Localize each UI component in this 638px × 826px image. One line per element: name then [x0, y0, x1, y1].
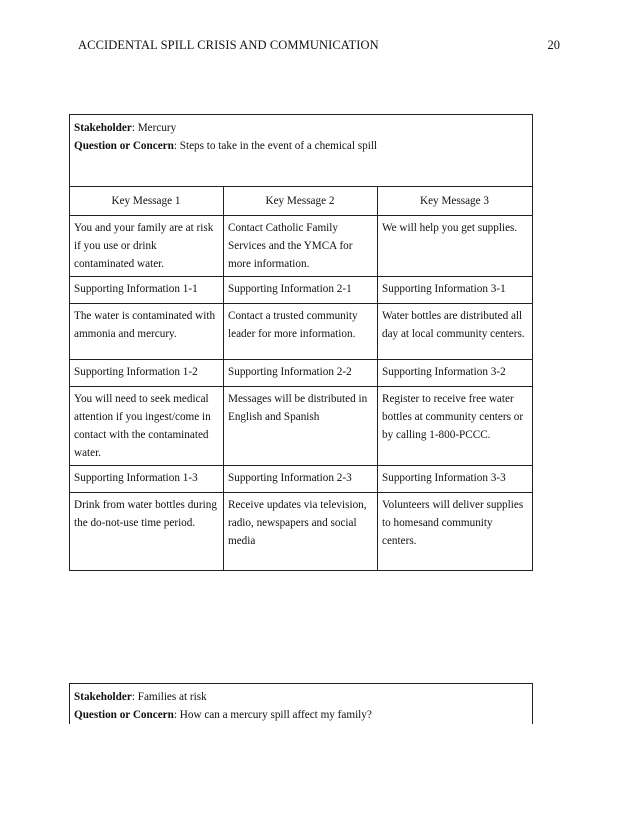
supporting-info-2-3-text: Receive updates via television, radio, newspapers and social media [224, 493, 378, 571]
question-label: Question or Concern [74, 140, 174, 152]
supporting-info-1-3-label: Supporting Information 1-3 [70, 466, 224, 493]
key-message-3-heading: Key Message 3 [378, 187, 533, 216]
running-head: ACCIDENTAL SPILL CRISIS AND COMMUNICATION [78, 38, 379, 52]
key-message-3-text: We will help you get supplies. [378, 216, 533, 277]
table-header-cell [70, 115, 533, 187]
question-line [74, 137, 527, 155]
supporting-info-3-1-label: Supporting Information 3-1 [378, 277, 533, 304]
question-value: : How can a mercury spill affect my family? [173, 709, 372, 721]
question-label: Question or Concern [74, 709, 174, 721]
supporting-info-2-2-label: Supporting Information 2-2 [224, 360, 378, 387]
key-message-1-heading: Key Message 1 [70, 187, 224, 216]
supporting-info-2-3-label: Supporting Information 2-3 [224, 466, 378, 493]
question-value: : Steps to take in the event of a chemical spill [173, 140, 378, 152]
page-number: 20 [547, 38, 560, 52]
stakeholder-line [74, 119, 527, 137]
message-map-table-families [69, 683, 533, 724]
supporting-info-3-1-text: Water bottles are distributed all day at local community centers. [378, 304, 533, 360]
supporting-info-2-1-label: Supporting Information 2-1 [224, 277, 378, 304]
supporting-info-2-2-text: Messages will be distributed in English and Spanish [224, 387, 378, 466]
stakeholder-value: : Families at risk [131, 691, 207, 703]
key-message-1-text: You and your family are at risk if you use or drink contaminated water. [70, 216, 224, 277]
supporting-info-3-3-label: Supporting Information 3-3 [378, 466, 533, 493]
supporting-info-1-2-text: You will need to seek medical attention if you ingest/come in contact with the contaminated water. [70, 387, 224, 466]
message-map-table-mercury [69, 114, 533, 571]
supporting-info-3-2-text: Register to receive free water bottles at community centers or by calling 1-800-PCCC. [378, 387, 533, 466]
supporting-info-1-1-text: The water is contaminated with ammonia and mercury. [70, 304, 224, 360]
stakeholder-label: Stakeholder [74, 122, 132, 134]
supporting-info-1-2-label: Supporting Information 1-2 [70, 360, 224, 387]
supporting-info-3-2-label: Supporting Information 3-2 [378, 360, 533, 387]
supporting-info-2-1-text: Contact a trusted community leader for more information. [224, 304, 378, 360]
stakeholder-line [74, 688, 527, 706]
supporting-info-3-3-text: Volunteers will deliver supplies to homesand community centers. [378, 493, 533, 571]
stakeholder-label: Stakeholder [74, 691, 132, 703]
key-message-2-heading: Key Message 2 [224, 187, 378, 216]
stakeholder-value: : Mercury [131, 122, 177, 134]
supporting-info-1-1-label: Supporting Information 1-1 [70, 277, 224, 304]
question-line [74, 706, 527, 724]
key-message-2-text: Contact Catholic Family Services and the YMCA for more information. [224, 216, 378, 277]
table-header-cell [70, 684, 533, 725]
supporting-info-1-3-text: Drink from water bottles during the do-not-use time period. [70, 493, 224, 571]
